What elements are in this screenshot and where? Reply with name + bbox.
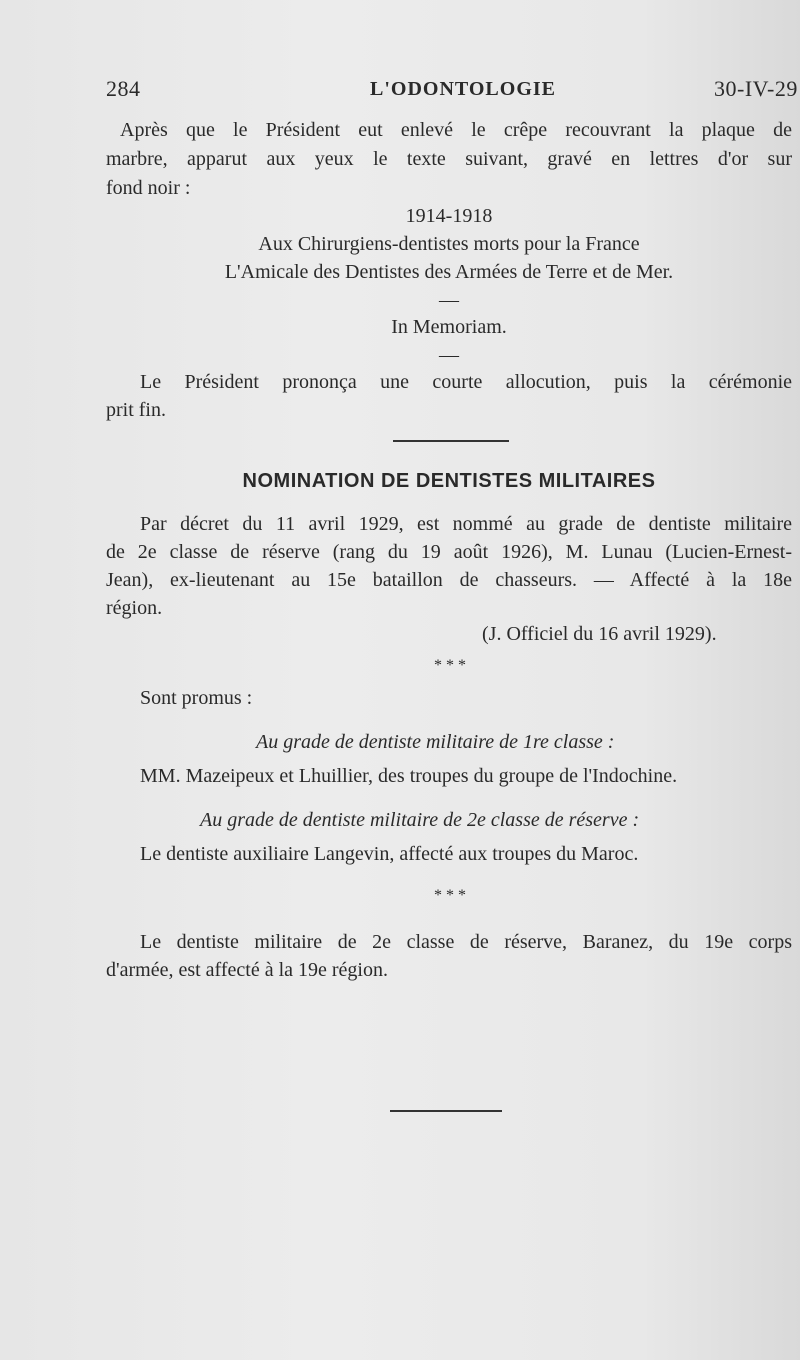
asterism-1: * * * (434, 657, 466, 674)
memorial-intro-line-1: Après que le Président eut enlevé le crêpe recouvrant la plaque de (120, 119, 792, 141)
inscription-years: 1914-1918 (405, 205, 493, 227)
decree-line-4: région. (106, 597, 163, 619)
inscription-in-memoriam: In Memoriam. (391, 316, 507, 338)
grade-2-text: Le dentiste auxiliaire Langevin, affecté aux troupes du Maroc. (140, 843, 639, 865)
inscription-dash-1: — (439, 289, 459, 311)
issue-date: 30-IV-29 (714, 76, 798, 101)
section-separator-rule (393, 440, 509, 442)
section-title: NOMINATION DE DENTISTES MILITAIRES (242, 470, 656, 492)
grade-1-text: MM. Mazeipeux et Lhuillier, des troupes du groupe de l'Indochine. (140, 765, 678, 787)
final-line-2: d'armée, est affecté à la 19e région. (106, 959, 388, 981)
decree-source: (J. Officiel du 16 avril 1929). (482, 623, 717, 645)
promotions-intro: Sont promus : (140, 687, 253, 709)
journal-title: L'ODONTOLOGIE (370, 78, 557, 100)
asterism-2: * * * (434, 887, 466, 904)
end-rule (390, 1110, 502, 1112)
grade-2-heading: Au grade de dentiste militaire de 2e classe de réserve : (200, 809, 640, 831)
inscription-dash-2: — (439, 344, 459, 366)
final-line-1: Le dentiste militaire de 2e classe de réserve, Baranez, du 19e corps (140, 931, 792, 953)
decree-line-3: Jean), ex-lieutenant au 15e bataillon de chasseurs. — Affecté à la 18e (106, 569, 792, 591)
inscription-line-2: L'Amicale des Dentistes des Armées de Terre et de Mer. (224, 261, 674, 283)
inscription-line-1: Aux Chirurgiens-dentistes morts pour la France (258, 233, 640, 255)
page-number: 284 (106, 76, 141, 101)
memorial-closing-line-2: prit fin. (106, 399, 166, 421)
grade-1-heading: Au grade de dentiste militaire de 1re classe : (256, 731, 615, 753)
decree-line-2: de 2e classe de réserve (rang du 19 août 1926), M. Lunau (Lucien-Ernest- (106, 541, 792, 563)
memorial-intro-line-2: marbre, apparut aux yeux le texte suivant, gravé en lettres d'or sur (106, 148, 792, 170)
memorial-closing-line-1: Le Président prononça une courte allocution, puis la cérémonie (140, 371, 792, 393)
decree-line-1: Par décret du 11 avril 1929, est nommé au grade de dentiste militaire (140, 513, 792, 535)
memorial-intro-line-3: fond noir : (106, 177, 191, 199)
